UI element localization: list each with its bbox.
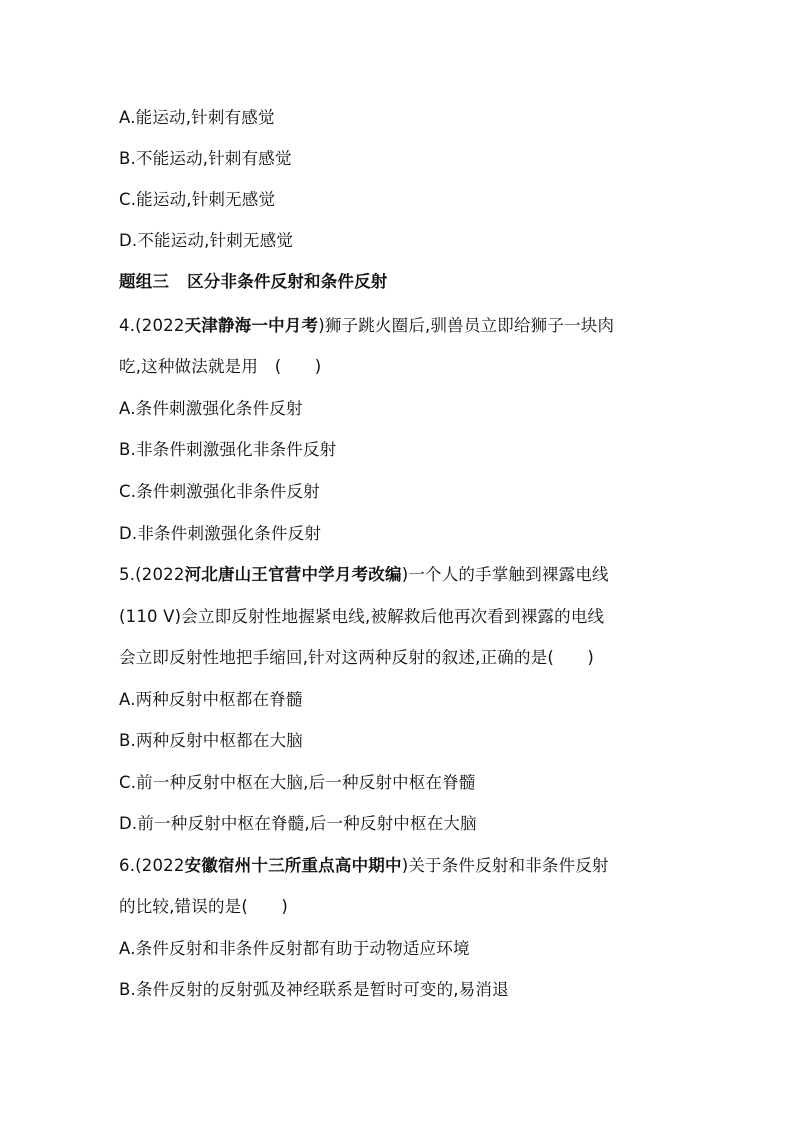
q4-option-a: A.条件刺激强化条件反射 xyxy=(119,399,303,418)
q6-option-b: B.条件反射的反射弧及神经联系是暂时可变的,易消退 xyxy=(119,980,509,999)
q6-source: 安徽宿州十三所重点高中期中 xyxy=(184,856,402,875)
q4-option-c: C.条件刺激强化非条件反射 xyxy=(119,482,320,501)
q4-prefix: 4.(2022 xyxy=(119,316,185,335)
q3-option-a: A.能运动,针刺有感觉 xyxy=(119,108,275,127)
q4-stem-line-2: 吃,这种做法就是用 ( ) xyxy=(119,357,322,376)
q6-option-a: A.条件反射和非条件反射都有助于动物适应环境 xyxy=(119,939,470,958)
q5-text-1: )一个人的手掌触到裸露电线 xyxy=(401,565,609,584)
q5-option-b: B.两种反射中枢都在大脑 xyxy=(119,731,303,750)
q6-stem-line-1 xyxy=(119,854,609,878)
q5-stem-line-3: 会立即反射性地把手缩回,针对这两种反射的叙述,正确的是( ) xyxy=(119,648,595,667)
q4-option-b: B.非条件刺激强化非条件反射 xyxy=(119,440,337,459)
q6-text-1: )关于条件反射和非条件反射 xyxy=(401,856,609,875)
q4-text-1: )狮子跳火圈后,驯兽员立即给狮子一块肉 xyxy=(318,316,615,335)
q5-stem-line-1 xyxy=(119,563,609,587)
section-label: 题组三 xyxy=(119,272,170,291)
q3-option-b: B.不能运动,针刺有感觉 xyxy=(119,149,292,168)
section-title: 区分非条件反射和条件反射 xyxy=(187,272,388,291)
q3-option-c: C.能运动,针刺无感觉 xyxy=(119,190,276,209)
q5-option-d: D.前一种反射中枢在脊髓,后一种反射中枢在大脑 xyxy=(119,814,477,833)
q5-option-a: A.两种反射中枢都在脊髓 xyxy=(119,690,303,709)
q5-source: 河北唐山王官营中学月考改编 xyxy=(184,565,402,584)
q4-stem-line-1 xyxy=(119,314,614,338)
q6-prefix: 6.(2022 xyxy=(119,856,185,875)
q3-option-d: D.不能运动,针刺无感觉 xyxy=(119,231,294,250)
q5-option-c: C.前一种反射中枢在大脑,后一种反射中枢在脊髓 xyxy=(119,773,476,792)
q5-prefix: 5.(2022 xyxy=(119,565,185,584)
q6-stem-line-2: 的比较,错误的是( ) xyxy=(119,897,289,916)
section-heading xyxy=(119,270,388,294)
q4-option-d: D.非条件刺激强化条件反射 xyxy=(119,524,322,543)
q5-stem-line-2: (110 V)会立即反射性地握紧电线,被解救后他再次看到裸露的电线 xyxy=(119,607,605,626)
q4-source: 天津静海一中月考 xyxy=(184,316,319,335)
